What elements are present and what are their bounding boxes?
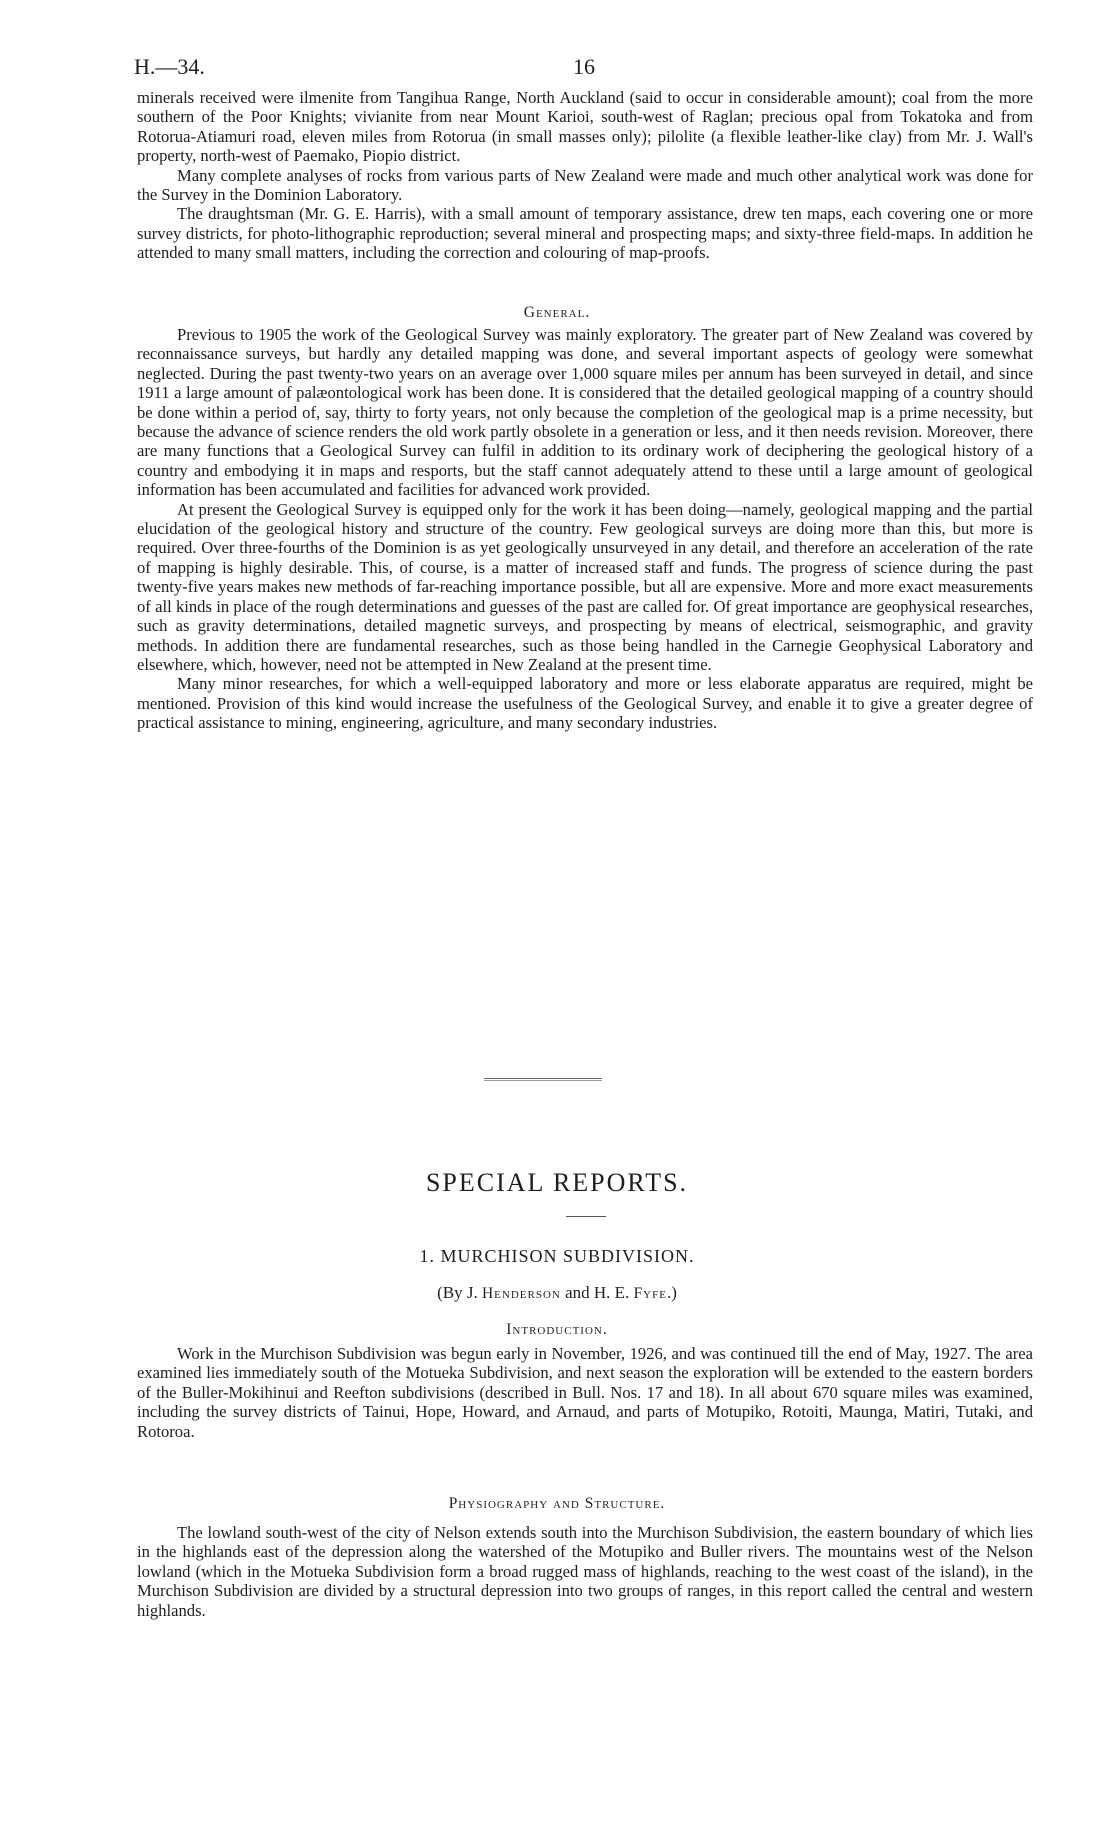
subdivision-title: 1. MURCHISON SUBDIVISION. [419,1246,695,1266]
paragraph: The draughtsman (Mr. G. E. Harris), with a small amount of temporary assistance, drew ten maps, each covering one or more survey districts, for photo-lithographic reproduction; several mineral and prospecting maps; and sixty-three field-maps. In addition he attended to many small matters, including the correction and colouring of map-proofs. [137,204,1033,263]
section-heading-introduction: Introduction. [506,1321,608,1338]
section-heading-physiography: Physiography and Structure. [448,1495,666,1512]
paragraph: Previous to 1905 the work of the Geological Survey was mainly exploratory. The greater part of New Zealand was covered by reconnaissance surveys, but hardly any detailed mapping was done, and several important aspects of geology were somewhat neglected. During the past twenty-two years on an average over 1,000 square miles per annum has been surveyed in detail, and since 1911 a large amount of palæontological work has been done. It is considered that the detailed geological mapping of a country should be done within a period of, say, thirty to forty years, not only because the completion of the geological map is a prime necessity, but because the advance of science renders the old work partly obsolete in a generation or less, and it then needs revision. Moreover, there are many functions that a Geological Survey can fulfil in addition to its ordinary work of deciphering the geological history of a country and embodying it in maps and resports, but the staff cannot adequately attend to these until a large amount of geological information has been accumulated and facilities for advanced work provided. [137,325,1033,500]
byline [0,1283,1114,1303]
byline-prefix: (By J. [437,1283,478,1302]
author-name: Henderson [481,1285,561,1302]
introduction-section [137,1344,1033,1441]
section-divider [484,1078,602,1081]
physiography-section [137,1523,1033,1620]
short-divider [566,1216,606,1217]
general-section [137,325,1033,733]
paragraph: At present the Geological Survey is equipped only for the work it has been doing—namely, geological mapping and the partial elucidation of the geological history and structure of the country. Few geological surveys are doing more than this, but more is required. Over three-fourths of the Dominion is as yet geologically unsurveyed in any detail, and therefore an acceleration of the rate of mapping is highly desirable. This, of course, is a matter of increased staff and funds. The progress of science during the past twenty-five years makes new methods of far-reaching importance possible, but all are expensive. More and more exact measurements of all kinds in place of the rough determinations and guesses of the past are called for. Of great importance are geophysical researches, such as gravity determinations, detailed magnetic surveys, and prospecting by means of electrical, seismographic, and gravity methods. In addition there are fundamental researches, such as those being handled in the Carnegie Geophysical Laboratory and elsewhere, which, however, need not be attempted in New Zealand at the present time. [137,499,1033,674]
author-name: Fyfe [633,1285,667,1302]
paragraph: The lowland south-west of the city of Nelson extends south into the Murchison Subdivision, the eastern boundary of which lies in the highlands east of the depression along the watershed of the Motupiko and Buller rivers. The mountains west of the Nelson lowland (which in the Motueka Subdivision form a broad rugged mass of highlands, reaching to the west coast of the island), in the Murchison Subdivision are divided by a structural depression into two groups of ranges, in this report called the central and western highlands. [137,1523,1033,1620]
byline-suffix: .) [666,1283,677,1302]
paragraph: minerals received were ilmenite from Tangihua Range, North Auckland (said to occur in considerable amount); coal from the more southern of the Poor Knights; vivianite from near Mount Karioi, south-west of Raglan; precious opal from Tokatoka and from Rotorua-Atiamuri road, eleven miles from Rotorua (in small masses only); pilolite (a flexible leather-like clay) from Mr. J. Wall's property, north-west of Paemako, Piopio district. [137,88,1033,166]
paragraph: Many minor researches, for which a well-equipped laboratory and more or less elaborate apparatus are required, might be mentioned. Provision of this kind would increase the usefulness of the Geological Survey, and enable it to give a greater degree of practical assistance to mining, engineering, agriculture, and many secondary industries. [137,674,1033,733]
minerals-section [137,88,1033,263]
document-number: H.—34. [134,54,205,79]
paragraph: Many complete analyses of rocks from various parts of New Zealand were made and much other analytical work was done for the Survey in the Dominion Laboratory. [137,165,1033,205]
byline-mid: and H. E. [565,1283,630,1302]
paragraph: Work in the Murchison Subdivision was begun early in November, 1926, and was continued till the end of May, 1927. The area examined lies immediately south of the Motueka Subdivision, and next season the exploration will be extended to the eastern borders of the Buller-Mokihinui and Reefton subdivisions (described in Bull. Nos. 17 and 18). In all about 670 square miles was examined, including the survey districts of Tainui, Hope, Howard, and Arnaud, and parts of Motupiko, Rotoiti, Maunga, Matiri, Tutaki, and Rotoroa. [137,1344,1033,1441]
section-heading-general: General. [523,304,591,321]
page-number: 16 [573,54,595,79]
special-reports-heading: SPECIAL REPORTS. [425,1168,689,1197]
